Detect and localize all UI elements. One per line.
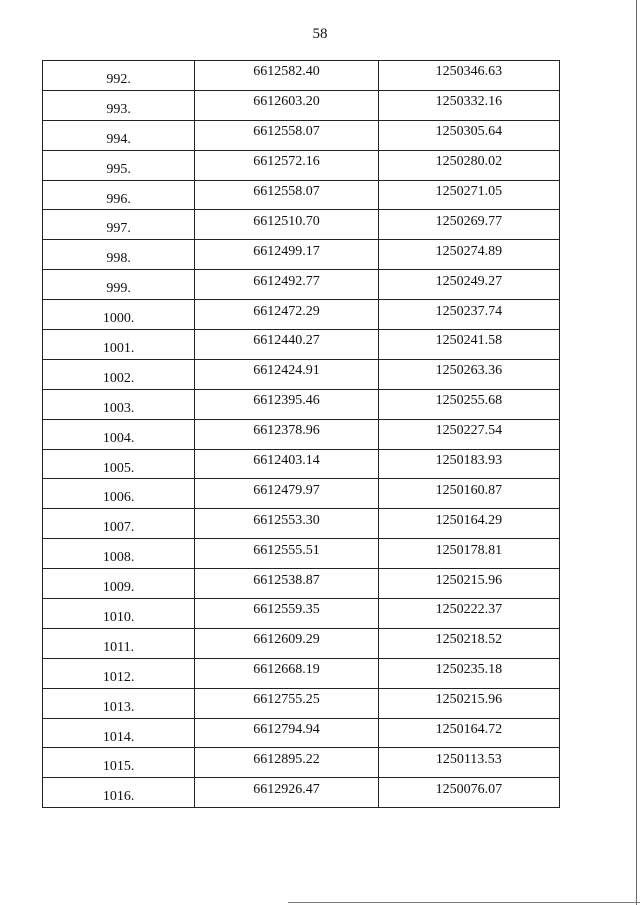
- point-number-cell: 1002.: [43, 359, 195, 389]
- table-row: [43, 599, 560, 629]
- table-body: [43, 61, 560, 808]
- y-coordinate-cell: 1250263.36: [378, 359, 559, 389]
- table-row: [43, 210, 560, 240]
- x-coordinate-cell: 6612558.07: [195, 120, 378, 150]
- table-row: [43, 270, 560, 300]
- point-number-cell: 1009.: [43, 569, 195, 599]
- point-number-cell: 997.: [43, 210, 195, 240]
- x-coordinate-cell: 6612558.07: [195, 180, 378, 210]
- table-row: [43, 90, 560, 120]
- x-coordinate-cell: 6612668.19: [195, 658, 378, 688]
- table-row: [43, 569, 560, 599]
- point-number-cell: 1010.: [43, 599, 195, 629]
- table-row: [43, 330, 560, 360]
- y-coordinate-cell: 1250249.27: [378, 270, 559, 300]
- table-row: [43, 240, 560, 270]
- point-number-cell: 1004.: [43, 419, 195, 449]
- x-coordinate-cell: 6612510.70: [195, 210, 378, 240]
- x-coordinate-cell: 6612609.29: [195, 628, 378, 658]
- x-coordinate-cell: 6612559.35: [195, 599, 378, 629]
- page-edge-line: [636, 0, 637, 905]
- table-row: [43, 120, 560, 150]
- table-row: [43, 658, 560, 688]
- coordinates-table: [42, 60, 560, 808]
- point-number-cell: 1000.: [43, 300, 195, 330]
- point-number-cell: 1013.: [43, 688, 195, 718]
- y-coordinate-cell: 1250227.54: [378, 419, 559, 449]
- point-number-cell: 992.: [43, 61, 195, 91]
- y-coordinate-cell: 1250346.63: [378, 61, 559, 91]
- y-coordinate-cell: 1250305.64: [378, 120, 559, 150]
- point-number-cell: 1012.: [43, 658, 195, 688]
- y-coordinate-cell: 1250235.18: [378, 658, 559, 688]
- x-coordinate-cell: 6612472.29: [195, 300, 378, 330]
- y-coordinate-cell: 1250271.05: [378, 180, 559, 210]
- table-row: [43, 300, 560, 330]
- x-coordinate-cell: 6612553.30: [195, 509, 378, 539]
- x-coordinate-cell: 6612538.87: [195, 569, 378, 599]
- y-coordinate-cell: 1250332.16: [378, 90, 559, 120]
- y-coordinate-cell: 1250255.68: [378, 389, 559, 419]
- point-number-cell: 1005.: [43, 449, 195, 479]
- point-number-cell: 999.: [43, 270, 195, 300]
- y-coordinate-cell: 1250215.96: [378, 569, 559, 599]
- y-coordinate-cell: 1250164.29: [378, 509, 559, 539]
- table-row: [43, 150, 560, 180]
- table-row: [43, 419, 560, 449]
- x-coordinate-cell: 6612492.77: [195, 270, 378, 300]
- x-coordinate-cell: 6612572.16: [195, 150, 378, 180]
- table-row: [43, 449, 560, 479]
- y-coordinate-cell: 1250269.77: [378, 210, 559, 240]
- x-coordinate-cell: 6612603.20: [195, 90, 378, 120]
- x-coordinate-cell: 6612378.96: [195, 419, 378, 449]
- y-coordinate-cell: 1250160.87: [378, 479, 559, 509]
- x-coordinate-cell: 6612582.40: [195, 61, 378, 91]
- y-coordinate-cell: 1250237.74: [378, 300, 559, 330]
- point-number-cell: 1007.: [43, 509, 195, 539]
- x-coordinate-cell: 6612926.47: [195, 778, 378, 808]
- y-coordinate-cell: 1250164.72: [378, 718, 559, 748]
- table-row: [43, 359, 560, 389]
- table-row: [43, 628, 560, 658]
- x-coordinate-cell: 6612895.22: [195, 748, 378, 778]
- y-coordinate-cell: 1250113.53: [378, 748, 559, 778]
- table-row: [43, 688, 560, 718]
- table-row: [43, 539, 560, 569]
- y-coordinate-cell: 1250076.07: [378, 778, 559, 808]
- y-coordinate-cell: 1250241.58: [378, 330, 559, 360]
- table-row: [43, 389, 560, 419]
- point-number-cell: 1011.: [43, 628, 195, 658]
- bottom-scan-line: [288, 902, 640, 903]
- y-coordinate-cell: 1250178.81: [378, 539, 559, 569]
- point-number-cell: 1016.: [43, 778, 195, 808]
- point-number-cell: 995.: [43, 150, 195, 180]
- x-coordinate-cell: 6612440.27: [195, 330, 378, 360]
- table-row: [43, 748, 560, 778]
- y-coordinate-cell: 1250274.89: [378, 240, 559, 270]
- x-coordinate-cell: 6612555.51: [195, 539, 378, 569]
- x-coordinate-cell: 6612403.14: [195, 449, 378, 479]
- x-coordinate-cell: 6612424.91: [195, 359, 378, 389]
- point-number-cell: 1015.: [43, 748, 195, 778]
- table-row: [43, 180, 560, 210]
- page-number: 58: [312, 26, 328, 42]
- y-coordinate-cell: 1250183.93: [378, 449, 559, 479]
- x-coordinate-cell: 6612755.25: [195, 688, 378, 718]
- y-coordinate-cell: 1250222.37: [378, 599, 559, 629]
- x-coordinate-cell: 6612395.46: [195, 389, 378, 419]
- table-row: [43, 718, 560, 748]
- x-coordinate-cell: 6612794.94: [195, 718, 378, 748]
- table-row: [43, 778, 560, 808]
- point-number-cell: 998.: [43, 240, 195, 270]
- point-number-cell: 996.: [43, 180, 195, 210]
- point-number-cell: 1014.: [43, 718, 195, 748]
- x-coordinate-cell: 6612499.17: [195, 240, 378, 270]
- table-row: [43, 61, 560, 91]
- table-row: [43, 479, 560, 509]
- y-coordinate-cell: 1250215.96: [378, 688, 559, 718]
- point-number-cell: 994.: [43, 120, 195, 150]
- point-number-cell: 1008.: [43, 539, 195, 569]
- y-coordinate-cell: 1250280.02: [378, 150, 559, 180]
- point-number-cell: 1003.: [43, 389, 195, 419]
- point-number-cell: 993.: [43, 90, 195, 120]
- point-number-cell: 1006.: [43, 479, 195, 509]
- y-coordinate-cell: 1250218.52: [378, 628, 559, 658]
- point-number-cell: 1001.: [43, 330, 195, 360]
- x-coordinate-cell: 6612479.97: [195, 479, 378, 509]
- table-row: [43, 509, 560, 539]
